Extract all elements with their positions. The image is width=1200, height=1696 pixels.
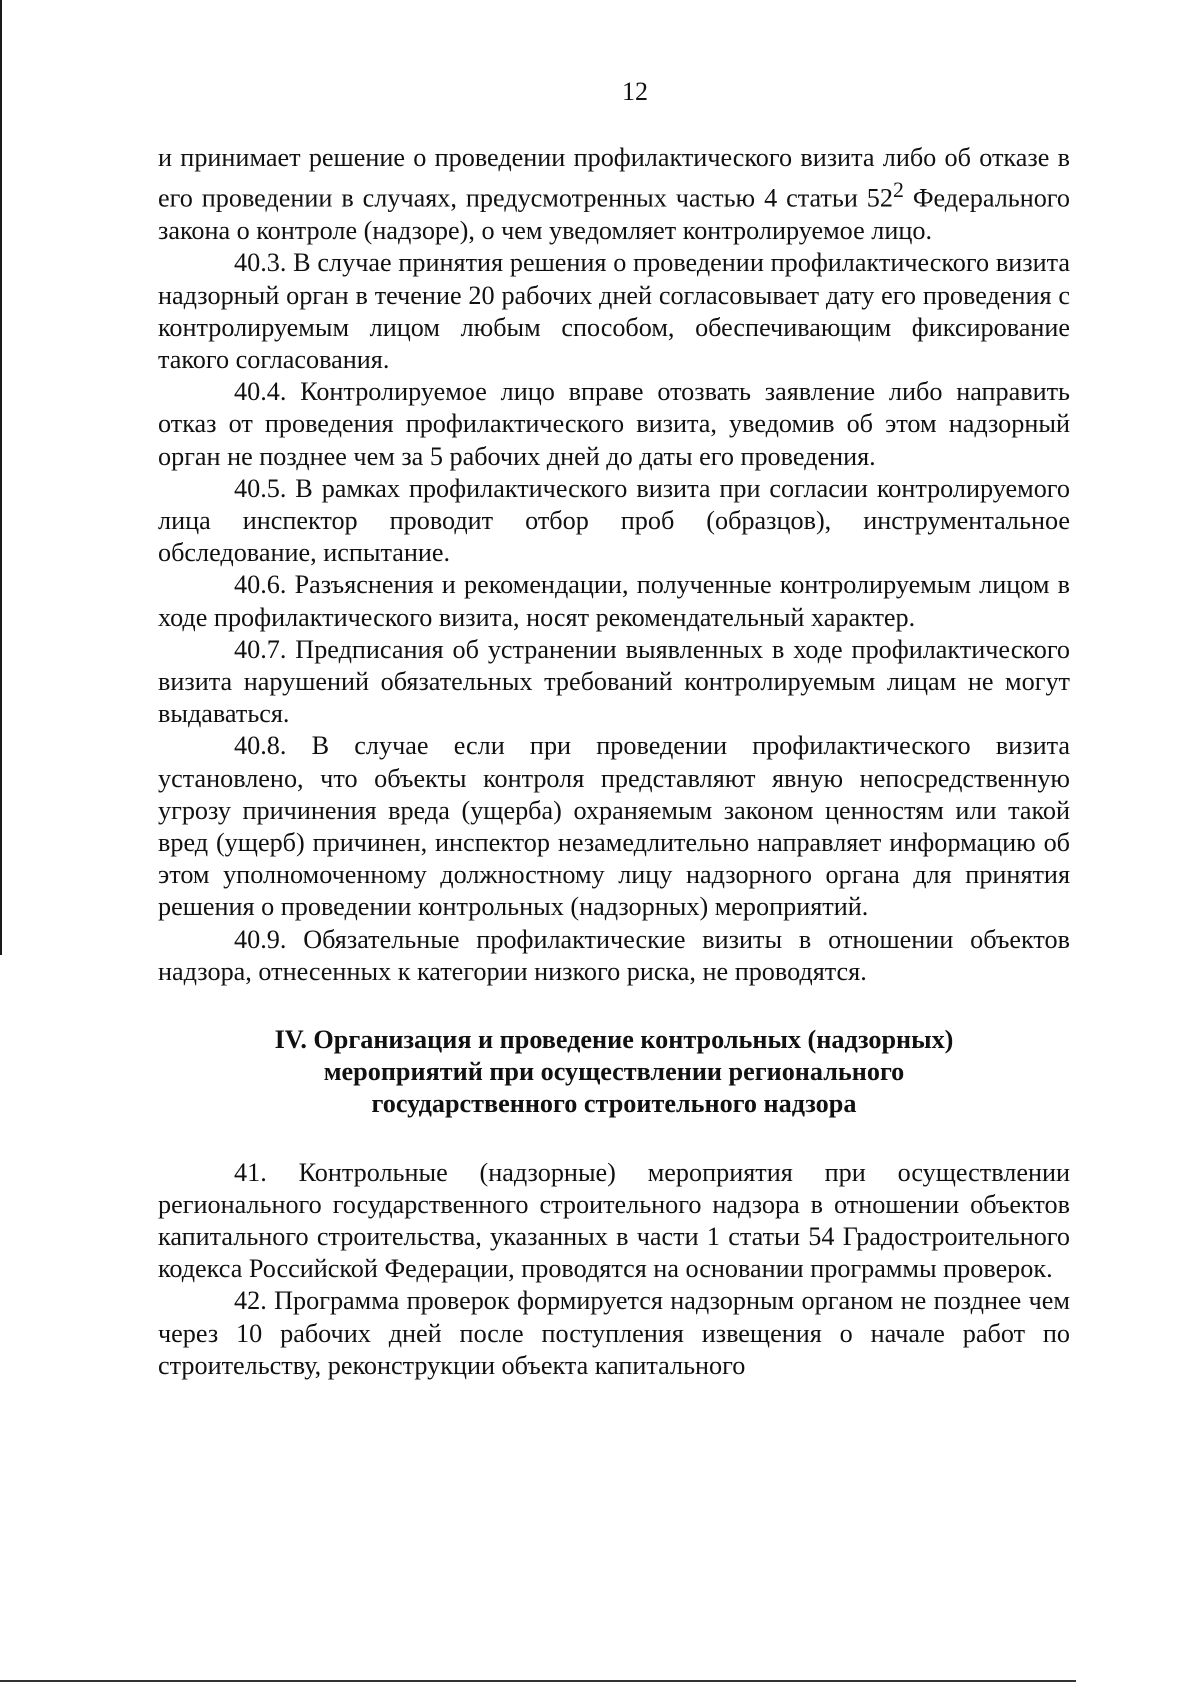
paragraph-41: 41. Контрольные (надзорные) мероприятия при осуществлении регионального государственного строительного надзора в отношении объектов капитального строительства, указанных в части 1 статьи 54 Градостроительного кодекса Российской Федерации, проводятся на основании программы проверок. <box>158 1157 1070 1284</box>
paragraph-40-6: 40.6. Разъяснения и рекомендации, полученные контролируемым лицом в ходе профилактического визита, носят рекомендательный характер. <box>158 570 1070 632</box>
section-heading-line-3: государственного строительного надзора <box>371 1089 857 1119</box>
paragraph-40-7: 40.7. Предписания об устранении выявленных в ходе профилактического визита нарушений обязательных требований контролируемым лицам не могут выдаваться. <box>158 634 1070 729</box>
paragraph-42: 42. Программа проверок формируется надзорным органом не позднее чем через 10 рабочих дней после поступления извещения о начале работ по строительству, реконструкции объекта капитального <box>158 1286 1070 1380</box>
page-number: 12 <box>622 77 648 106</box>
paragraph-40-4: 40.4. Контролируемое лицо вправе отозвать заявление либо направить отказ от проведения профилактического визита, уведомив об этом надзорный орган не позднее чем за 5 рабочих дней до даты его проведения. <box>158 377 1070 471</box>
paragraph-40-3: 40.3. В случае принятия решения о проведении профилактического визита надзорный орган в течение 20 рабочих дней согласовывает дату его проведения с контролируемым лицом любым способом, обеспечивающим фиксирование такого согласования. <box>158 248 1070 374</box>
paragraph-40-8: 40.8. В случае если при проведении профилактического визита установлено, что объекты контроля представляют явную непосредственную угрозу причинения вреда (ущерба) охраняемым законом ценностям или такой вред (ущерб) причинен, инспектор незамедлительно направляет информацию об этом уполномоченному должностному лицу надзорного органа для принятия решения о проведении контрольных (надзорных) мероприятий. <box>158 731 1070 922</box>
section-heading-line-1: IV. Организация и проведение контрольных (надзорных) <box>274 1025 954 1055</box>
paragraph-40-2-continuation <box>158 142 1070 247</box>
paragraph-40-9: 40.9. Обязательные профилактические визиты в отношении объектов надзора, отнесенных к категории низкого риска, не проводятся. <box>158 924 1070 986</box>
document-body <box>158 142 1070 1382</box>
scan-edge-left <box>0 0 2 955</box>
paragraph-40-5: 40.5. В рамках профилактического визита при согласии контролируемого лица инспектор проводит отбор проб (образцов), инструментальное обследование, испытание. <box>158 473 1070 568</box>
scan-edge-bottom <box>0 1680 1076 1682</box>
paragraph-text: и принимает решение о проведении профилактического визита либо об отказе в его проведении в случаях, предусмотренных частью 4 статьи 52 <box>158 143 1070 213</box>
paragraph-text-tail: Федерального закона о контроле (надзоре), о чем уведомляет контролируемое лицо. <box>158 183 1070 246</box>
section-heading-line-2: мероприятий при осуществлении регионального <box>323 1057 905 1087</box>
section-heading <box>158 1024 1070 1121</box>
superscript: 2 <box>892 178 904 203</box>
